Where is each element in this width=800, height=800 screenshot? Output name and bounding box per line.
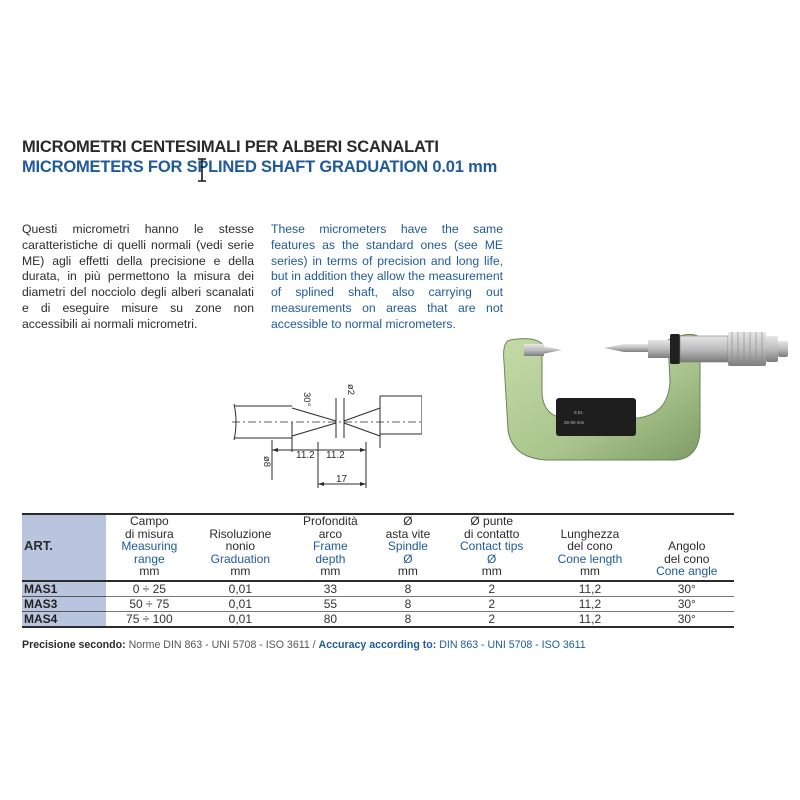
table-row — [22, 611, 734, 627]
table-row — [22, 596, 734, 611]
text-cursor-icon — [196, 158, 208, 182]
footnote-it-label: Precisione secondo: — [22, 639, 126, 651]
cell-spindle: 8 — [373, 596, 443, 611]
cell-art: MAS4 — [22, 611, 106, 627]
header-it: Profondità arco — [303, 514, 358, 541]
header-frame-depth — [288, 514, 373, 581]
header-unit: mm — [230, 564, 251, 579]
accuracy-footnote — [22, 639, 586, 651]
cell-cone-length: 11,2 — [540, 596, 639, 611]
cell-tips: 2 — [443, 596, 540, 611]
header-it: Ø asta vite — [385, 514, 431, 541]
header-unit: mm — [397, 564, 418, 579]
micrometer-photo — [498, 322, 790, 464]
table-row — [22, 581, 734, 597]
header-unit: mm — [320, 564, 341, 579]
cell-cone-angle: 30° — [640, 611, 734, 627]
description-english: These micrometers have the same features as the standard ones (see ME series) in terms of precision and long life, but in addition they allow the measurement of splined shaft, also carrying out measurements on areas that are not accessible to normal micrometers. — [271, 222, 503, 331]
header-en: Frame depth — [313, 539, 348, 566]
cell-tips: 2 — [443, 581, 540, 597]
cell-range: 50 ÷ 75 — [106, 596, 193, 611]
title-italian: MICROMETRI CENTESIMALI PER ALBERI SCANALATI — [22, 138, 439, 156]
header-it: Risoluzione nonio — [209, 526, 272, 554]
cell-graduation: 0,01 — [193, 611, 288, 627]
header-it: Ø punte di contatto — [464, 514, 520, 541]
header-cone-angle — [640, 514, 734, 581]
header-en: Contact tips Ø — [460, 539, 524, 566]
cell-depth: 55 — [288, 596, 373, 611]
drawing-angle-label: 30° — [301, 392, 312, 407]
cell-spindle: 8 — [373, 611, 443, 627]
header-en: Measuring range — [121, 539, 178, 566]
cell-graduation: 0,01 — [193, 581, 288, 597]
cell-depth: 80 — [288, 611, 373, 627]
header-unit: mm — [139, 564, 160, 579]
cell-depth: 33 — [288, 581, 373, 597]
cell-spindle: 8 — [373, 581, 443, 597]
cell-art: MAS1 — [22, 581, 106, 597]
header-it: Angolo del cono — [664, 539, 710, 566]
header-spindle — [373, 514, 443, 581]
footnote-en-label: Accuracy according to: — [318, 639, 437, 651]
header-en: Spindle Ø — [387, 539, 428, 566]
header-en: Cone length — [557, 551, 623, 566]
drawing-shaft-diameter-label: ø8 — [261, 456, 272, 468]
cell-range: 75 ÷ 100 — [106, 611, 193, 627]
table-header-row — [22, 514, 734, 581]
header-art: ART. — [22, 514, 106, 581]
cell-graduation: 0,01 — [193, 596, 288, 611]
description-italian: Questi micrometri hanno le stesse caratteristiche di quelli normali (vedi serie ME) agli effetti della precisione e della durata, in più permettono la misura dei diametri del nocciolo degli alberi scanalati e di eseguire misure su zone non accessibili ai normali micrometri. — [22, 222, 254, 331]
cell-tips: 2 — [443, 611, 540, 627]
svg-text:0.01: 0.01 — [574, 410, 583, 415]
footnote-en-text: DIN 863 - UNI 5708 - ISO 3611 — [436, 639, 586, 651]
header-en: Cone angle — [656, 564, 718, 579]
specifications-table — [22, 513, 734, 628]
cell-cone-length: 11,2 — [540, 581, 639, 597]
header-it: Lunghezza del cono — [560, 526, 620, 554]
drawing-dim-c: 17 — [336, 474, 348, 485]
technical-drawing — [232, 378, 422, 496]
header-en: Graduation — [210, 551, 271, 566]
drawing-tip-diameter-label: ø2 — [345, 384, 356, 396]
cell-cone-length: 11,2 — [540, 611, 639, 627]
title-english: MICROMETERS FOR SPLINED SHAFT GRADUATION 0.01 mm — [22, 158, 498, 176]
cell-art: MAS3 — [22, 596, 106, 611]
drawing-dim-b: 11.2 — [326, 450, 345, 461]
svg-text:25-50 mm: 25-50 mm — [564, 420, 585, 425]
footnote-it-text: Norme DIN 863 - UNI 5708 - ISO 3611 / — [125, 639, 319, 651]
header-it: Campo di misura — [124, 514, 174, 541]
cell-cone-angle: 30° — [640, 581, 734, 597]
header-measuring-range — [106, 514, 193, 581]
header-graduation — [193, 514, 288, 581]
header-cone-length — [540, 514, 639, 581]
cell-cone-angle: 30° — [640, 596, 734, 611]
header-unit: mm — [579, 564, 600, 579]
header-contact-tips — [443, 514, 540, 581]
drawing-dim-a: 11.2 — [296, 450, 315, 461]
header-unit: mm — [481, 564, 502, 579]
cell-range: 0 ÷ 25 — [106, 581, 193, 597]
